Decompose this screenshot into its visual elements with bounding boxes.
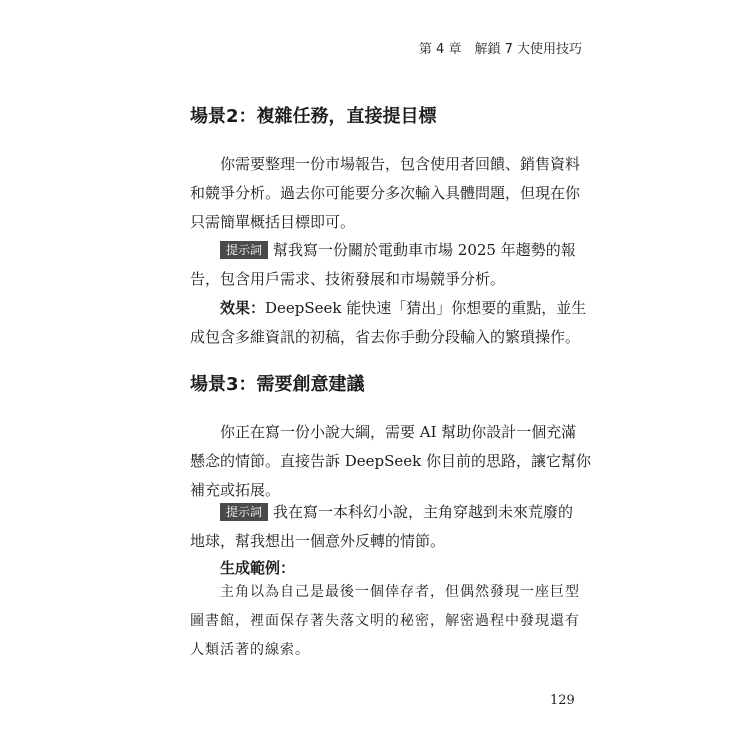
prompt-tag: 提示詞	[220, 503, 268, 521]
scene2-intro-line: 和競爭分析。過去你可能要分多次輸入具體問題，但現在你	[190, 184, 581, 202]
scene2-prompt-line: 幫我寫一份關於電動車市場 2025 年趨勢的報	[273, 241, 576, 259]
scene2-intro-line: 只需簡單概括目標即可。	[190, 213, 356, 231]
scene3-intro	[190, 418, 592, 505]
scene2-effect	[190, 294, 587, 352]
scene2-prompt	[190, 236, 576, 294]
scene2-intro	[190, 150, 581, 237]
scene2-prompt-line: 告，包含用戶需求、技術發展和市場競爭分析。	[190, 270, 506, 288]
example-line: 人類活著的線索。	[190, 642, 310, 658]
example-label: 生成範例：	[220, 559, 296, 577]
scene3-intro-line: 補充或拓展。	[190, 481, 281, 499]
generated-example	[190, 578, 580, 665]
effect-label: 效果：	[220, 299, 266, 317]
scene3-prompt	[190, 498, 573, 556]
scene3-prompt-line: 地球，幫我想出一個意外反轉的情節。	[190, 532, 446, 550]
scene3-prompt-line: 我在寫一本科幻小說，主角穿越到未來荒廢的	[273, 503, 574, 521]
prompt-tag: 提示詞	[220, 241, 268, 259]
scene3-heading: 場景3：需要創意建議	[190, 374, 365, 395]
scene3-intro-line: 懸念的情節。直接告訴 DeepSeek 你目前的思路，讓它幫你	[190, 452, 592, 470]
example-line: 主角以為自己是最後一個倖存者，但偶然發現一座巨型	[220, 584, 580, 600]
scene3-intro-line: 你正在寫一份小說大綱，需要 AI 幫助你設計一個充滿	[220, 423, 577, 441]
scene2-intro-line: 你需要整理一份市場報告，包含使用者回饋、銷售資料	[220, 155, 581, 173]
scene2-heading: 場景2：複雜任務，直接提目標	[190, 106, 437, 127]
running-head: 第 4 章 解鎖 7 大使用技巧	[418, 42, 582, 57]
page-number: 129	[550, 693, 575, 708]
example-line: 圖書館，裡面保存著失落文明的秘密，解密過程中發現還有	[190, 613, 580, 629]
scene2-effect-line: DeepSeek 能快速「猜出」你想要的重點，並生	[265, 299, 587, 317]
scene2-effect-line: 成包含多維資訊的初稿，省去你手動分段輸入的繁瑣操作。	[190, 328, 581, 346]
